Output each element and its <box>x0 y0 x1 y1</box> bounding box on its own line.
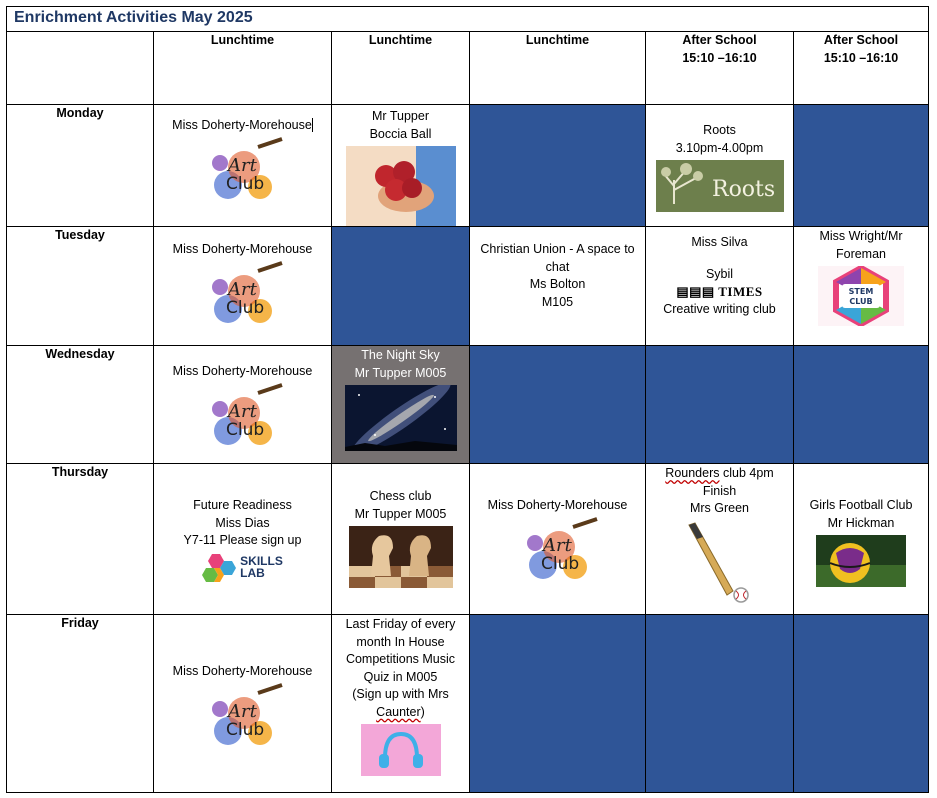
activity-line: month In House <box>356 634 445 649</box>
day-wednesday: Wednesday <box>7 346 154 464</box>
activity-time: 3.10pm-4.00pm <box>675 140 764 155</box>
cell-wednesday-lunch-2 <box>332 346 470 464</box>
svg-text:Club: Club <box>225 173 264 194</box>
svg-text:Art: Art <box>227 278 257 300</box>
activity-teacher: Mr Tupper M005 <box>354 506 447 521</box>
activity-name: Christian Union - A space to <box>480 242 635 256</box>
header-after-school-2: After School 15:10 –16:10 <box>794 32 929 105</box>
cell-monday-lunch-1 <box>154 105 332 227</box>
art-club-logo <box>198 383 288 455</box>
cell-monday-after-1 <box>646 105 794 227</box>
activity-teacher: Miss Wright/Mr <box>819 229 903 243</box>
activity-teacher: Mrs Green <box>689 501 750 515</box>
svg-text:Club: Club <box>225 719 264 740</box>
header-lunchtime-2: Lunchtime <box>332 32 470 105</box>
day-friday: Friday <box>7 615 154 793</box>
row-friday <box>7 615 929 793</box>
cell-friday-after-2-empty <box>794 615 929 793</box>
art-club-logo <box>198 683 288 755</box>
activity-teacher: Miss Doherty-Morehouse <box>172 364 313 378</box>
activity-room: M105 <box>541 294 574 309</box>
activity-line: Quiz in M005 <box>363 669 438 684</box>
svg-text:STEM: STEM <box>848 287 874 296</box>
svg-text:Art: Art <box>542 534 572 556</box>
header-lunchtime-3: Lunchtime <box>470 32 646 105</box>
svg-text:Art: Art <box>227 400 257 422</box>
activity-name: The Night Sky <box>361 348 440 362</box>
svg-text:Art: Art <box>227 154 257 176</box>
activity-teacher: Miss Doherty-Morehouse <box>172 242 313 256</box>
row-wednesday <box>7 346 929 464</box>
cell-wednesday-after-2-empty <box>794 346 929 464</box>
timetable-table <box>6 31 929 793</box>
activity-line: Last Friday of every <box>345 617 456 631</box>
activity-line: (Sign up with Mrs <box>352 687 449 701</box>
activity-name: Sybil <box>705 266 734 281</box>
activity-teacher: Miss Doherty-Morehouse <box>172 118 312 132</box>
boccia-ball-photo <box>346 146 456 226</box>
cell-tuesday-after-1 <box>646 227 794 346</box>
cell-wednesday-after-1-empty <box>646 346 794 464</box>
art-club-logo <box>198 137 288 209</box>
cell-monday-lunch-2 <box>332 105 470 227</box>
cell-thursday-lunch-1 <box>154 464 332 615</box>
svg-text:Club: Club <box>540 553 579 574</box>
activity-time: Finish <box>702 483 737 498</box>
activity-teacher: Miss Doherty-Morehouse <box>487 498 628 512</box>
activity-description: Creative writing club <box>663 301 776 316</box>
header-lunchtime-1: Lunchtime <box>154 32 332 105</box>
activity-line: Caunter) <box>376 704 425 719</box>
cell-tuesday-after-2 <box>794 227 929 346</box>
activity-teacher-cont: Foreman <box>835 246 887 261</box>
football-photo <box>816 535 906 587</box>
cell-friday-lunch-3-empty <box>470 615 646 793</box>
cell-thursday-lunch-2 <box>332 464 470 615</box>
cell-monday-lunch-3-empty <box>470 105 646 227</box>
cell-thursday-after-2 <box>794 464 929 615</box>
times-logo: ▤▤▤ TIMES <box>676 284 763 299</box>
day-monday: Monday <box>7 105 154 227</box>
svg-text:Club: Club <box>225 419 264 440</box>
activity-name: Boccia Ball <box>369 126 432 141</box>
cell-friday-lunch-1 <box>154 615 332 793</box>
activity-teacher: Miss Silva <box>691 235 748 249</box>
header-row <box>7 32 929 105</box>
activity-name: Roots <box>703 123 736 137</box>
art-club-logo <box>513 517 603 589</box>
timetable-sheet <box>6 6 929 788</box>
cell-thursday-after-1 <box>646 464 794 615</box>
activity-teacher: Miss Doherty-Morehouse <box>172 664 313 678</box>
activity-name: Chess club <box>369 489 432 503</box>
svg-text:Club: Club <box>225 297 264 318</box>
header-empty <box>7 32 154 105</box>
cell-thursday-lunch-3 <box>470 464 646 615</box>
activity-note: Y7-11 Please sign up <box>183 533 302 547</box>
cell-tuesday-lunch-3 <box>470 227 646 346</box>
activity-teacher: Mr Tupper <box>372 109 429 123</box>
cell-monday-after-2-empty <box>794 105 929 227</box>
day-thursday: Thursday <box>7 464 154 615</box>
page-title: Enrichment Activities May 2025 <box>14 9 253 26</box>
row-thursday <box>7 464 929 615</box>
activity-teacher: Mr Tupper M005 <box>354 365 447 380</box>
cell-friday-lunch-2 <box>332 615 470 793</box>
art-club-logo <box>198 261 288 333</box>
activity-name-cont: chat <box>545 259 570 274</box>
cell-wednesday-lunch-1 <box>154 346 332 464</box>
header-after-school-1: After School 15:10 –16:10 <box>646 32 794 105</box>
roots-logo <box>656 160 784 212</box>
activity-line: Competitions Music <box>345 652 456 666</box>
headphones-icon <box>361 724 441 776</box>
row-monday <box>7 105 929 227</box>
svg-text:CLUB: CLUB <box>849 297 873 306</box>
stem-club-logo <box>818 266 904 326</box>
cell-tuesday-lunch-1 <box>154 227 332 346</box>
row-tuesday <box>7 227 929 346</box>
svg-text:Art: Art <box>227 700 257 722</box>
skills-lab-logo: SKILLS LAB <box>202 552 283 582</box>
activity-teacher: Miss Dias <box>215 515 270 530</box>
activity-teacher: Ms Bolton <box>529 277 586 291</box>
cell-friday-after-1-empty <box>646 615 794 793</box>
activity-name: Rounders club 4pm <box>665 466 774 480</box>
activity-name: Future Readiness <box>193 498 292 512</box>
night-sky-photo <box>345 385 457 451</box>
day-tuesday: Tuesday <box>7 227 154 346</box>
svg-text:Roots: Roots <box>711 177 775 202</box>
activity-teacher: Mr Hickman <box>827 515 895 530</box>
rounders-bat-icon <box>683 521 757 607</box>
cell-wednesday-lunch-3-empty <box>470 346 646 464</box>
chess-photo <box>349 526 453 588</box>
title-row <box>6 6 929 31</box>
activity-name: Girls Football Club <box>809 498 913 512</box>
cell-tuesday-lunch-2-empty <box>332 227 470 346</box>
